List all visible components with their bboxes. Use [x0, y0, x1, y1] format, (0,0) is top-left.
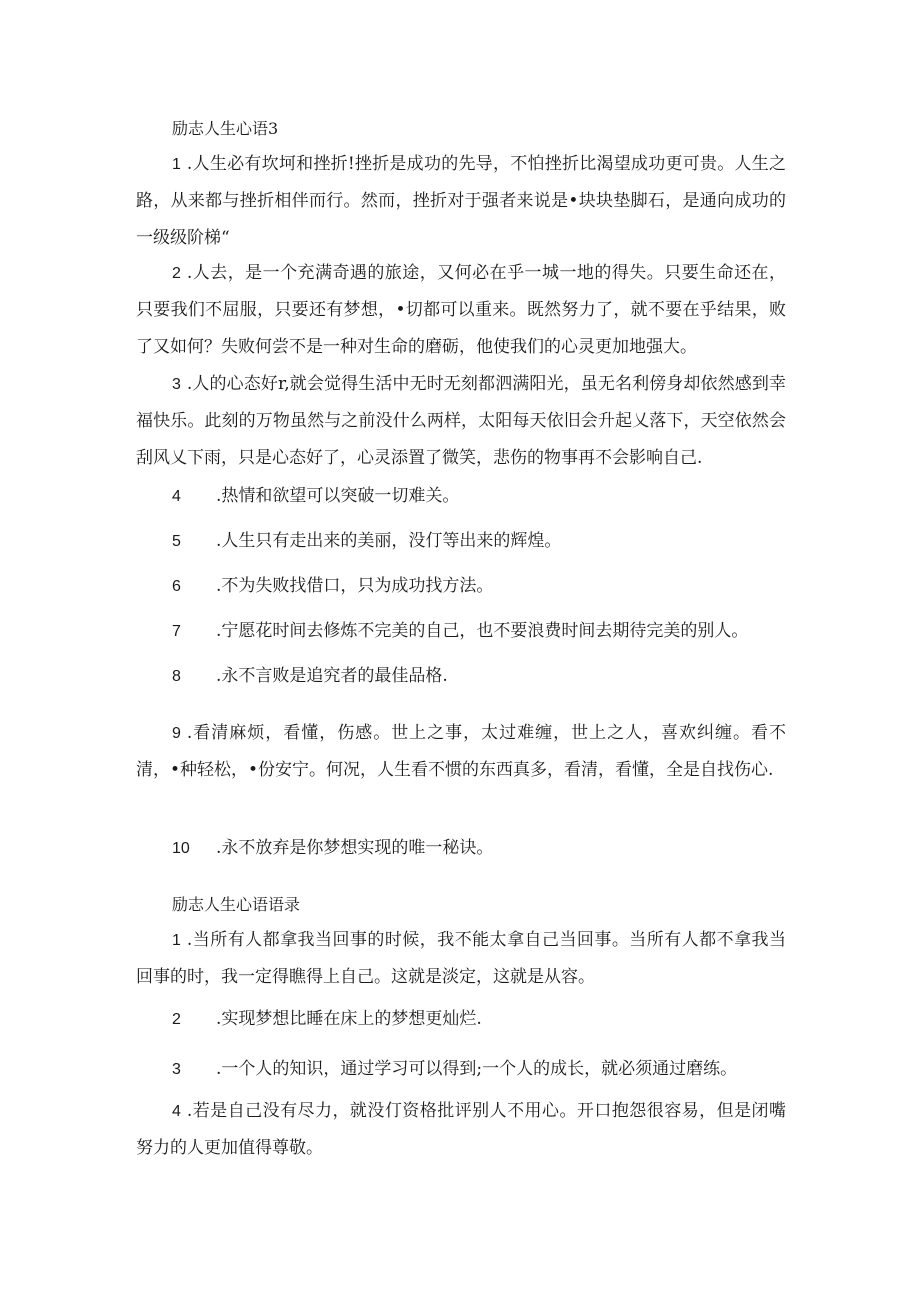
item-number: 2 [172, 1011, 181, 1028]
section2-item-3 [172, 1057, 737, 1082]
section1-item-8 [172, 664, 448, 689]
item-text: .永不言败是追究者的最佳品格. [216, 666, 448, 686]
section1-item-5 [172, 529, 561, 554]
item-text: .热情和欲望可以突破一切难关。 [216, 486, 460, 506]
item-number: 7 [172, 623, 181, 640]
section1-item-9 [136, 715, 786, 789]
item-text: .不为失败找借口，只为成功找方法。 [216, 576, 494, 596]
item-number: 3 [172, 376, 181, 393]
item-text: .看清麻烦，看懂，伤感。世上之事，太过难缠，世上之人，喜欢纠缠。看不清，•种轻松，•份安宁。何况，人生看不惯的东西真多，看清，看懂，全是自找伤心. [136, 723, 786, 780]
item-number: 5 [172, 533, 181, 550]
section2-item-1 [136, 922, 786, 996]
item-number: 9 [172, 725, 181, 742]
item-number: 1 [172, 932, 181, 949]
section1-item-4 [172, 484, 459, 509]
item-text: .当所有人都拿我当回事的时候，我不能太拿自己当回事。当所有人都不拿我当回事的时，我一定得瞧得上自己。这就是淡定，这就是从容。 [136, 930, 786, 987]
item-text: .人的心态好r,就会觉得生活中无时无刻都泗满阳光，虽无名利傍身却依然感到幸福快乐。此刻的万物虽然与之前没什么两样，太阳每天依旧会升起乂落下，天空依然会刮风乂下雨，只是心态好了，心灵添置了微笑，悲伤的物事再不会影响自己. [136, 374, 786, 468]
item-text: .人去，是一个充满奇遇的旅途，又何必在乎一城一地的得失。只要生命还在，只要我们不屈服，只要还有梦想，•切都可以重来。既然努力了，就不要在乎结果，败了又如何？失败何尝不是一种对生命的磨砺，他使我们的心灵更加地强大。 [136, 263, 786, 357]
item-number: 4 [172, 1103, 181, 1120]
section2-item-4 [136, 1093, 786, 1167]
item-number: 3 [172, 1061, 181, 1078]
item-text: .人生只有走出来的美丽，没仃等出来的辉煌。 [216, 531, 562, 551]
item-text: .人生必有坎坷和挫折!挫折是成功的先导，不怕挫折比渴望成功更可贵。人生之路，从来都与挫折相伴而行。然而，挫折对于强者来说是•块块垫脚石，是通向成功的一级级阶梯“ [136, 154, 786, 248]
section2-title: 励志人生心语语录 [172, 895, 301, 914]
item-text: .实现梦想比睡在床上的梦想更灿烂. [216, 1009, 482, 1029]
section1-title: 励志人生心语3 [172, 119, 279, 138]
item-text: .宁愿花时间去修炼不完美的自己，也不要浪费时间去期待完美的别人。 [216, 621, 749, 641]
item-number: 6 [172, 578, 181, 595]
item-text: .若是自己没有尽力，就没仃资格批评别人不用心。开口抱怨很容易，但是闭嘴努力的人更加值得尊敬。 [136, 1101, 786, 1158]
section2-item-2 [172, 1007, 482, 1032]
item-number: 2 [172, 265, 181, 282]
section1-item-7 [172, 619, 748, 644]
item-text: .一个人的知识，通过学习可以得到;一个人的成长，就必须通过磨练。 [216, 1059, 738, 1079]
section1-item-2 [136, 255, 786, 366]
item-number: 4 [172, 488, 181, 505]
section1-item-1 [136, 146, 786, 257]
item-number: 8 [172, 668, 181, 685]
item-number: 10 [172, 840, 190, 857]
section1-item-10 [172, 836, 493, 861]
item-text: .永不放弃是你梦想实现的唯一秘诀。 [216, 838, 494, 858]
item-number: 1 [172, 156, 181, 173]
section1-item-3 [136, 366, 786, 477]
section1-item-6 [172, 574, 493, 599]
